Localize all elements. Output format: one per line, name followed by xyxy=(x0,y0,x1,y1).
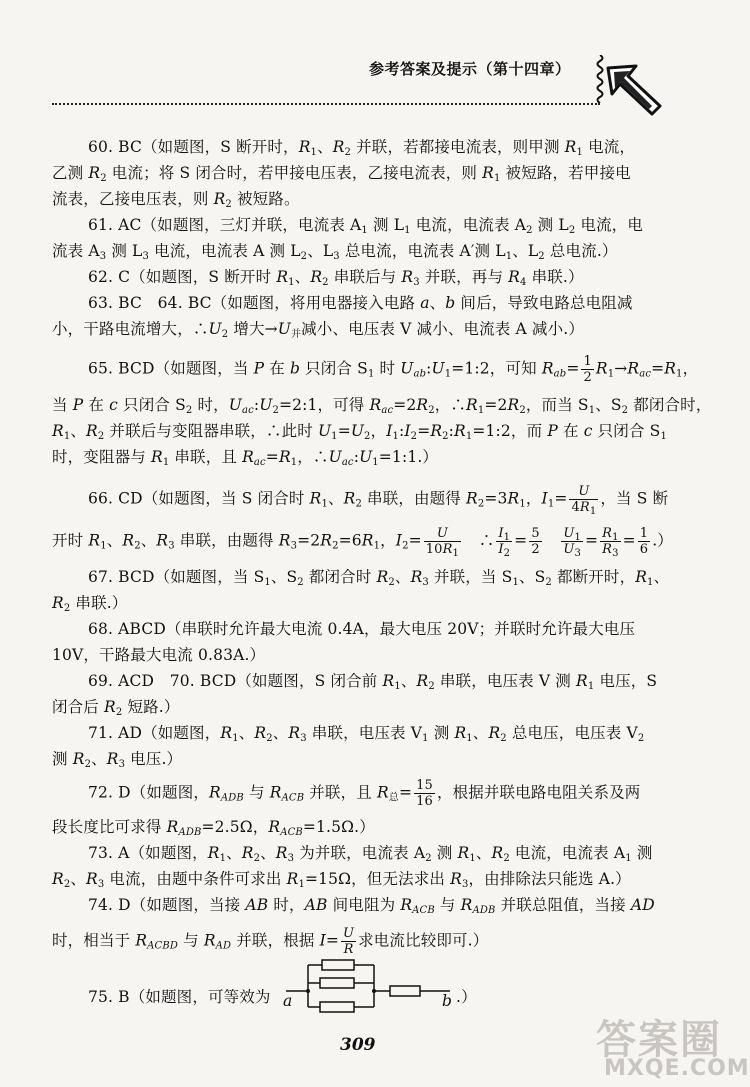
answer-66-line-1: 66. CD（如题图，当 S 闭合时 $R_1$、$R_2$ 串联，由题得 $R_2=3R_1$，$I_1=$ $\frac{U}{4R_1}$ ，当 S 断 xyxy=(88,484,669,517)
answer-74-line-2: 时，相当于 $R_{ACBD}$ 与 $R_{AD}$ 并联，根据 I= $\frac{U}{R}$ 求电流比较即可.） xyxy=(52,926,489,957)
answer-65-line-1: 65. BCD（如题图，当 P 在 b 只闭合 $S_1$ 时 $U_{ab}:U_1=1:2$，可知 $R_{ab}=$ $\frac{1}{2}$ $R_1\to R_{ac}=R_1$， xyxy=(88,354,699,385)
answer-63-line-1: 63. BC 64. BC（如题图，将用电器接入电路 a、b 间后，导致电路总电阻减 xyxy=(88,294,633,312)
answer-69-line-1: 69. ACD 70. BCD（如题图，S 闭合前 $R_1$、$R_2$ 串联，电压表 V 测 $R_1$ 电压，S xyxy=(88,672,658,692)
answer-72-line-1: 72. D（如题图，$R_{ADB}$ 与 $R_{ACB}$ 并联，且 $R_总=$ $\frac{15}{16}$ ，根据并联电路电阻关系及两 xyxy=(88,778,641,809)
answer-60-line-1: 60. BC（如题图，S 断开时，$R_1$、$R_2$ 并联，若都接电流表，则甲测 $R_1$ 电流， xyxy=(88,138,636,158)
watermark-line2: MXQE.COM xyxy=(604,1056,750,1081)
answer-71-line-2: 测 $R_2$、$R_3$ 电压.） xyxy=(52,750,183,770)
circuit-label-a: a xyxy=(283,992,293,1010)
answer-73-line-1: 73. A（如题图，$R_1$、$R_2$、$R_3$ 为并联，电流表 $A_2$ 测 $R_1$、$R_2$ 电流，电流表 $A_1$ 测 xyxy=(88,844,653,864)
answer-61-line-2: 流表 $A_3$ 测 $L_3$ 电流，电流表 A 测 $L_2$、$L_3$ 总电流，电流表 A′测 $L_1$、$L_2$ 总电流.） xyxy=(52,242,618,262)
answer-75-line-1: 75. B（如题图，可等效为 xyxy=(88,988,271,1006)
answer-62-line-1: 62. C（如题图，S 断开时 $R_1$、$R_2$ 串联后与 $R_3$ 并联，再与 $R_4$ 串联.） xyxy=(88,268,584,288)
header-divider xyxy=(52,103,600,105)
answer-71-line-1: 71. AD（如题图，$R_1$、$R_2$、$R_3$ 串联，电压表 $V_1$ 测 $R_1$、$R_2$ 总电压，电压表 $V_2$ xyxy=(88,724,645,744)
answer-66-line-2: 开时 $R_1$、$R_2$、$R_3$ 串联，由题得 $R_3=2R_2=6R_1$，$I_2=$ $\frac{U}{10R_1}$ ∴ $\frac{I_1}{I_2}$ = $\frac{5}{2}$ $\frac{U_1}{U_3}$ = $\frac{R_1}{R_3}$ = $\frac{1}{6}$ .） xyxy=(52,526,673,559)
answer-73-line-2: $R_2$、$R_3$ 电流，由题中条件可求出 $R_1=15\Omega$，但无法求出 $R_3$，由排除法只能选 A.） xyxy=(52,870,631,890)
watermark-line1: 答案圈 xyxy=(596,1017,722,1063)
header-title: 参考答案及提示（第十四章） xyxy=(369,60,571,78)
answer-67-line-1: 67. BCD（如题图，当 $S_1$、$S_2$ 都闭合时 $R_2$、$R_3$ 并联，当 $S_1$、$S_2$ 都断开时，$R_1$、 xyxy=(88,568,670,588)
answer-72-line-2: 段长度比可求得 $R_{ADB}=2.5\Omega$，$R_{ACB}=1.5\Omega$.） xyxy=(52,818,375,838)
answer-65-line-2: 当 P 在 c 只闭合 $S_2$ 时，$U_{ac}:U_2=2:1$，可得 $R_{ac}=2R_2$，$\therefore R_1=2R_2$，而当 $S_1$、$S_2$ 都闭合时， xyxy=(52,396,712,416)
wavy-border-icon xyxy=(594,55,606,103)
answer-67-line-2: $R_2$ 串联.） xyxy=(52,594,128,614)
watermark xyxy=(578,1008,748,1084)
equivalent-circuit-diagram xyxy=(284,957,454,1017)
arrow-icon xyxy=(606,64,662,116)
answer-74-line-1: 74. D（如题图，当接 AB 时，AB 间电阻为 $R_{ACB}$ 与 $R_{ADB}$ 并联总阻值，当接 AD xyxy=(88,896,655,916)
answer-61-line-1: 61. AC（如题图，三灯并联，电流表 $A_1$ 测 $L_1$ 电流，电流表 $A_2$ 测 $L_2$ 电流，电 xyxy=(88,216,644,236)
answer-60-line-3: 流表，乙接电压表，则 $R_2$ 被短路。 xyxy=(52,190,300,210)
answer-65-line-4: 时，变阻器与 $R_1$ 串联，且 $R_{ac}=R_1$，$\therefore U_{ac}:U_1=1:1$.） xyxy=(52,448,439,468)
answer-68-line-1: 68. ABCD（串联时允许最大电流 0.4A，最大电压 20V；并联时允许最大电压 xyxy=(88,620,636,638)
answer-69-line-2: 闭合后 $R_2$ 短路.） xyxy=(52,698,180,718)
answer-63-line-2: 小，干路电流增大，$\therefore U_2$ 增大$\to U_并$减小、电压表 V 减小、电流表 A 减小.） xyxy=(52,320,584,340)
answer-68-line-2: 10V，干路最大电流 0.83A.） xyxy=(52,646,266,664)
page-number: 309 xyxy=(340,1035,376,1055)
circuit-label-b: b xyxy=(442,992,453,1010)
answer-75-tail: .） xyxy=(456,988,477,1006)
answer-60-line-2: 乙测 $R_2$ 电流；将 S 闭合时，若甲接电压表，乙接电流表，则 $R_1$ 被短路，若甲接电 xyxy=(52,164,631,184)
answer-65-line-3: $R_1$、$R_2$ 并联后与变阻器串联，∴此时 $U_1=U_2$，$I_1:I_2=R_2:R_1=1:2$，而 P 在 c 只闭合 $S_1$ xyxy=(52,422,667,442)
